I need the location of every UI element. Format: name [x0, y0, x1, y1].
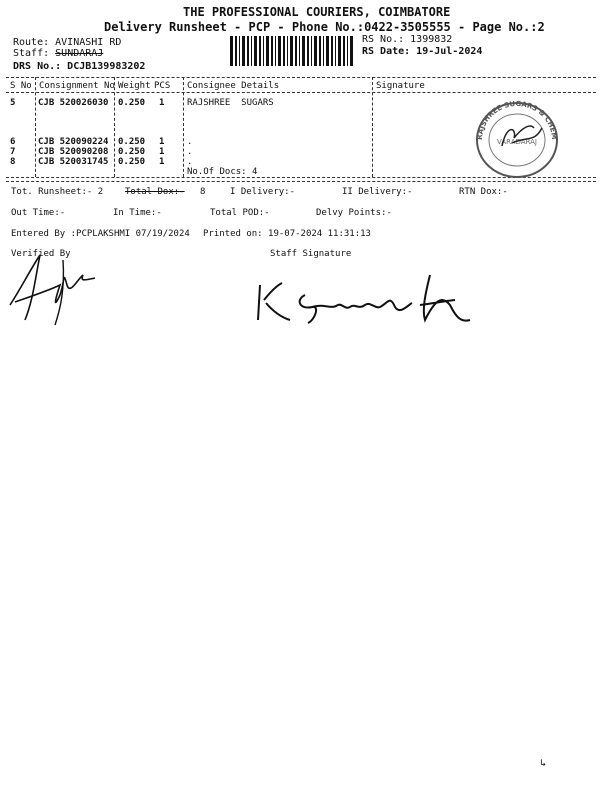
route: Route: AVINASHI RD — [13, 37, 122, 48]
verified-by: Verified By — [11, 249, 71, 259]
ii-delivery: II Delivery:- — [342, 187, 413, 197]
corner-mark: ↳ — [540, 758, 547, 769]
col-header-pcs: PCS — [154, 81, 171, 91]
tot-runsheet: Tot. Runsheet:- 2 — [11, 187, 104, 197]
barcode — [230, 36, 355, 66]
rs-number: RS No.: 1399832 — [362, 34, 453, 45]
svg-text:RAJSHREE SUGARS & CHEMICALS LT — [469, 92, 558, 140]
row-weight: 0.250 — [118, 98, 146, 108]
in-time: In Time:- — [113, 208, 162, 218]
row-pcs: 1 — [159, 157, 165, 167]
row-consignee: RAJSHREE SUGARS — [187, 98, 274, 108]
col-header-consignment: Consignment No — [39, 81, 115, 91]
staff-signature-label: Staff Signature — [270, 249, 352, 259]
runsheet-subtitle: Delivery Runsheet - PCP - Phone No.:0422-3505555 - Page No.:2 — [104, 20, 545, 34]
printed-on: Printed on: 19-07-2024 11:31:13 — [203, 229, 371, 239]
row-sno: 5 — [10, 98, 16, 108]
row-sno: 7 — [10, 147, 16, 157]
entered-by: Entered By :PCPLAKSHMI 07/19/2024 — [11, 229, 190, 239]
row-pcs: 1 — [159, 98, 165, 108]
col-header-signature: Signature — [376, 81, 425, 91]
delvy-points: Delvy Points:- — [316, 208, 392, 218]
rs-date: RS Date: 19-Jul-2024 — [362, 46, 483, 57]
rtn-dox: RTN Dox:- — [459, 187, 508, 197]
col-header-weight: Weight — [118, 81, 151, 91]
row-consignee: . — [187, 157, 193, 167]
col-divider — [114, 77, 115, 177]
row-sno: 8 — [10, 157, 16, 167]
row-consignee: . — [187, 137, 193, 147]
stamp-inner-text: VARADARAJ — [497, 138, 537, 146]
col-header-consignee: Consignee Details — [187, 81, 280, 91]
total-pod: Total POD:- — [210, 208, 270, 218]
staff-name: SUNDARAJ — [55, 48, 104, 59]
i-delivery: I Delivery:- — [230, 187, 296, 197]
row-weight: 0.250 — [118, 157, 146, 167]
row-sno: 6 — [10, 137, 16, 147]
company-stamp — [469, 92, 562, 178]
verifier-signature — [5, 250, 105, 330]
row-weight: 0.250 — [118, 147, 146, 157]
row-consignment: CJB 520090208 — [38, 147, 109, 157]
out-time: Out Time:- — [11, 208, 66, 218]
row-pcs: 1 — [159, 137, 165, 147]
total-dox-value: 8 — [200, 187, 206, 197]
col-divider — [372, 77, 373, 177]
row-consignment: CJB 520026030 — [38, 98, 109, 108]
row-consignment: CJB 520090224 — [38, 137, 109, 147]
stamp-outer-text: RAJSHREE SUGARS & CHEMICALS LTD. — [469, 92, 559, 141]
drs-number: DRS No.: DCJB139983202 — [13, 61, 146, 72]
table-bottom-line-2 — [6, 181, 596, 182]
col-divider — [35, 77, 36, 177]
company-title: THE PROFESSIONAL COURIERS, COIMBATORE — [183, 5, 451, 19]
staff-signature — [250, 265, 480, 330]
col-header-sno: S No — [10, 81, 32, 91]
row-consignment: CJB 520031745 — [38, 157, 109, 167]
staff — [13, 48, 103, 59]
row-pcs: 1 — [159, 147, 165, 157]
row-consignee: . — [187, 147, 193, 157]
table-top-line — [6, 77, 596, 78]
col-divider — [183, 77, 184, 177]
row-weight: 0.250 — [118, 137, 146, 147]
table-header-line — [6, 92, 596, 93]
docs-count: No.Of Docs: 4 — [187, 167, 258, 177]
staff-label: Staff: — [13, 48, 50, 59]
total-dox-label: Total Dox:- — [125, 187, 185, 197]
